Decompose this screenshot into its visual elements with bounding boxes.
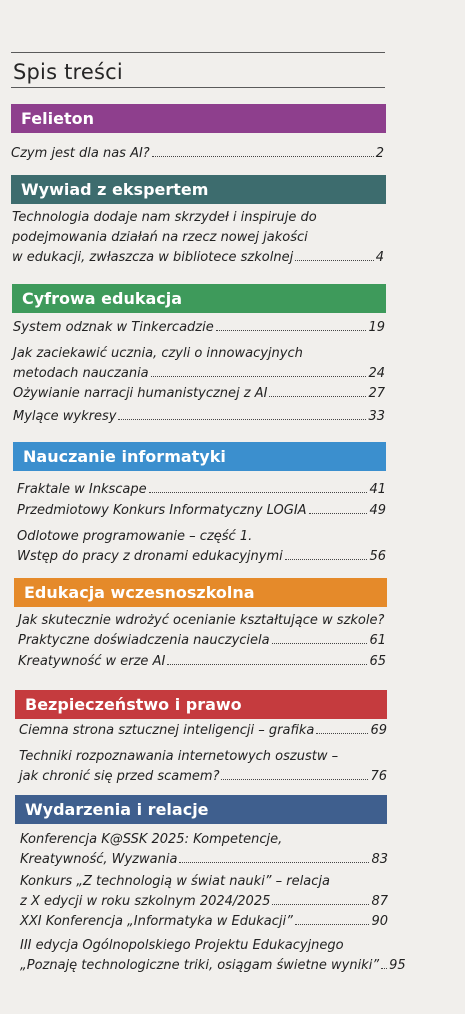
toc-entry[interactable] — [19, 747, 387, 787]
toc-entry[interactable] — [13, 344, 385, 384]
dot-leader — [285, 559, 368, 560]
dot-leader — [309, 513, 368, 514]
dot-leader — [272, 904, 369, 905]
page-number: 24 — [368, 366, 385, 381]
page-number: 56 — [369, 549, 386, 564]
entry-title-line: Praktyczne doświadczenia nauczyciela — [18, 633, 270, 648]
page-number: 76 — [370, 769, 387, 784]
page-number: 19 — [368, 320, 385, 335]
toc-entry[interactable] — [20, 830, 388, 870]
dot-leader — [269, 396, 366, 397]
title-rule — [11, 87, 385, 88]
entry-title-line: z X edycji w roku szkolnym 2024/2025 — [20, 894, 271, 909]
entry-title-line: Techniki rozpoznawania internetowych oszustw – — [19, 749, 339, 764]
entry-title-line: Konkurs „Z technologią w świat nauki” – relacja — [20, 874, 330, 889]
page-number: 90 — [371, 914, 388, 929]
toc-entry[interactable] — [18, 652, 386, 672]
entry-title-line: System odznak w Tinkercadzie — [13, 320, 214, 335]
toc-entry[interactable] — [20, 912, 388, 932]
page-number: 69 — [370, 723, 387, 738]
dot-leader — [216, 330, 367, 331]
entry-title-line: III edycja Ogólnopolskiego Projektu Edukacyjnego — [20, 938, 344, 953]
page-number: 2 — [375, 146, 384, 161]
page-number: 33 — [368, 409, 385, 424]
page-number: 41 — [369, 482, 386, 497]
dot-leader — [381, 968, 387, 969]
dot-leader — [151, 376, 367, 377]
toc-entry[interactable] — [20, 936, 406, 976]
entry-title-line: Wstęp do pracy z dronami edukacyjnymi — [17, 549, 283, 564]
section-header: Nauczanie informatyki — [13, 442, 386, 471]
dot-leader — [295, 924, 370, 925]
section-header: Bezpieczeństwo i prawo — [15, 690, 387, 719]
dot-leader — [272, 643, 368, 644]
page-number: 65 — [369, 654, 386, 669]
section-header: Edukacja wczesnoszkolna — [14, 578, 387, 607]
entry-title-line: Fraktale w Inkscape — [17, 482, 147, 497]
toc-entry[interactable] — [13, 384, 385, 404]
entry-title-line: „Poznaję technologiczne triki, osiągam świetne wyniki” — [20, 958, 380, 973]
entry-title-line: w edukacji, zwłaszcza w bibliotece szkolnej — [12, 250, 294, 265]
page-number: 83 — [371, 852, 388, 867]
entry-title-line: Technologia dodaje nam skrzydeł i inspiruje do — [12, 210, 317, 225]
section-header: Cyfrowa edukacja — [12, 284, 386, 313]
toc-entry[interactable] — [20, 872, 388, 912]
dot-leader — [316, 733, 368, 734]
dot-leader — [221, 779, 368, 780]
dot-leader — [149, 492, 368, 493]
entry-title-line: Czym jest dla nas AI? — [11, 146, 150, 161]
dot-leader — [179, 862, 369, 863]
top-rule — [11, 52, 385, 53]
entry-title-line: Kreatywność w erze AI — [18, 654, 166, 669]
dot-leader — [295, 260, 374, 261]
toc-entry[interactable] — [12, 208, 384, 268]
dot-leader — [167, 664, 367, 665]
entry-title-line: Ożywianie narracji humanistycznej z AI — [13, 386, 268, 401]
toc-entry[interactable] — [17, 501, 386, 521]
entry-title-line: jak chronić się przed scamem? — [19, 769, 220, 784]
entry-title-line: Konferencja K@SSK 2025: Kompetencje, — [20, 832, 283, 847]
entry-title-line: Odlotowe programowanie – część 1. — [17, 529, 253, 544]
entry-title-line: Przedmiotowy Konkurs Informatyczny LOGIA — [17, 503, 307, 518]
section-header: Wywiad z ekspertem — [11, 175, 386, 204]
page-number: 27 — [368, 386, 385, 401]
dot-leader — [118, 419, 366, 420]
dot-leader — [152, 156, 374, 157]
page-number: 87 — [371, 894, 388, 909]
page-title: Spis treści — [13, 60, 123, 84]
section-header: Wydarzenia i relacje — [15, 795, 387, 824]
toc-entry[interactable] — [13, 407, 385, 427]
entry-title-line: Ciemna strona sztucznej inteligencji – grafika — [19, 723, 315, 738]
section-header: Felieton — [11, 104, 386, 133]
page-number: 95 — [389, 958, 406, 973]
toc-entry[interactable] — [17, 480, 386, 500]
entry-title-line: metodach nauczania — [13, 366, 149, 381]
page-number: 49 — [369, 503, 386, 518]
toc-entry[interactable] — [13, 318, 385, 338]
page-number: 4 — [375, 250, 384, 265]
entry-title-line: Mylące wykresy — [13, 409, 117, 424]
toc-entry[interactable] — [11, 144, 384, 164]
entry-title-line: Kreatywność, Wyzwania — [20, 852, 178, 867]
entry-title-line: podejmowania działań na rzecz nowej jakości — [12, 230, 308, 245]
toc-entry[interactable] — [17, 527, 386, 567]
entry-title-line: Jak skutecznie wdrożyć ocenianie kształtujące w szkole? — [18, 613, 385, 628]
toc-entry[interactable] — [18, 611, 386, 651]
page-number: 61 — [369, 633, 386, 648]
entry-title-line: Jak zaciekawić ucznia, czyli o innowacyjnych — [13, 346, 303, 361]
entry-title-line: XXI Konferencja „Informatyka w Edukacji” — [20, 914, 293, 929]
toc-entry[interactable] — [19, 721, 387, 741]
